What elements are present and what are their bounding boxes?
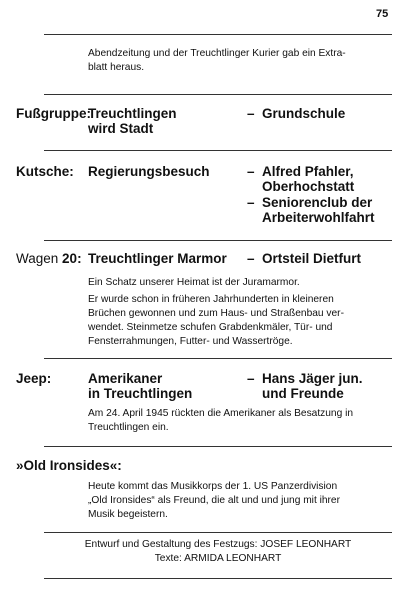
- section-label-old-ironsides: »Old Ironsides«:: [16, 458, 122, 473]
- dash: –: [247, 251, 255, 266]
- bottom-rule: [44, 578, 392, 579]
- participant-line: und Freunde: [262, 386, 344, 401]
- section-title-fussgruppe: [88, 106, 177, 136]
- section-title-jeep: [88, 371, 192, 401]
- label-number: 20:: [62, 251, 82, 266]
- dash: –: [247, 106, 255, 121]
- section-rule: [44, 150, 392, 151]
- para-line: Treuchtlingen ein.: [88, 422, 169, 433]
- para-line: Brüchen gewonnen und zum Haus- und Straßenbau ver-: [88, 308, 344, 319]
- section-para-jeep: [88, 407, 394, 435]
- top-rule: [44, 34, 392, 35]
- label-prefix: Wagen: [16, 251, 59, 266]
- title-line: wird Stadt: [88, 121, 154, 136]
- section-rule: [44, 446, 392, 447]
- para-line: Musik begeistern.: [88, 509, 168, 520]
- section-participant-kutsche-2: [262, 195, 375, 225]
- title-line: Amerikaner: [88, 371, 163, 386]
- page-number: 75: [376, 8, 389, 20]
- intro-text: [88, 47, 394, 75]
- para-line: Heute kommt das Musikkorps der 1. US Panzerdivision: [88, 481, 338, 492]
- section-title-kutsche: Regierungsbesuch: [88, 164, 210, 179]
- section-participant-fussgruppe: Grundschule: [262, 106, 346, 121]
- title-line: in Treuchtlingen: [88, 386, 193, 401]
- section-rule: [44, 532, 392, 533]
- participant-line: Alfred Pfahler,: [262, 164, 354, 179]
- section-title-wagen: Treuchtlinger Marmor: [88, 251, 227, 266]
- section-para-old-ironsides: [88, 480, 394, 522]
- credits: [44, 538, 392, 566]
- credits-line-2: Texte: ARMIDA LEONHART: [154, 553, 282, 564]
- para-line: wendet. Steinmetze schufen Grabdenkmäler, Tür- und: [88, 322, 333, 333]
- intro-line-1: Abendzeitung und der Treuchtlinger Kurier gab ein Extra-: [88, 48, 346, 59]
- para-line: Fensterrahmungen, Futter- und Wassertröge.: [88, 336, 293, 347]
- section-label-kutsche: Kutsche:: [16, 164, 74, 179]
- section-para-wagen-1: Ein Schatz unserer Heimat ist der Juramarmor.: [88, 277, 300, 288]
- para-line: „Old Ironsides“ als Freund, die alt und und jung mit ihrer: [88, 495, 340, 506]
- section-participant-kutsche-1: [262, 164, 354, 194]
- section-label-wagen: [16, 251, 82, 266]
- para-line: Am 24. April 1945 rückten die Amerikaner als Besatzung in: [88, 408, 354, 419]
- section-rule: [44, 94, 392, 95]
- intro-line-2: blatt heraus.: [88, 62, 145, 73]
- section-participant-wagen: Ortsteil Dietfurt: [262, 251, 362, 266]
- dash: –: [247, 371, 255, 386]
- section-label-fussgruppe: Fußgruppe:: [16, 106, 91, 121]
- dash: –: [247, 195, 255, 210]
- section-participant-jeep: [262, 371, 363, 401]
- section-rule: [44, 358, 392, 359]
- participant-line: Arbeiterwohlfahrt: [262, 210, 375, 225]
- section-rule: [44, 240, 392, 241]
- dash: –: [247, 164, 255, 179]
- participant-line: Seniorenclub der: [262, 195, 373, 210]
- participant-line: Hans Jäger jun.: [262, 371, 363, 386]
- credits-line-1: Entwurf und Gestaltung des Festzugs: JOSEF LEONHART: [84, 539, 352, 550]
- participant-line: Oberhochstatt: [262, 179, 355, 194]
- section-para-wagen-2: [88, 293, 394, 349]
- section-label-jeep: Jeep:: [16, 371, 52, 386]
- title-line: Treuchtlingen: [88, 106, 177, 121]
- para-line: Er wurde schon in früheren Jahrhunderten in kleineren: [88, 294, 334, 305]
